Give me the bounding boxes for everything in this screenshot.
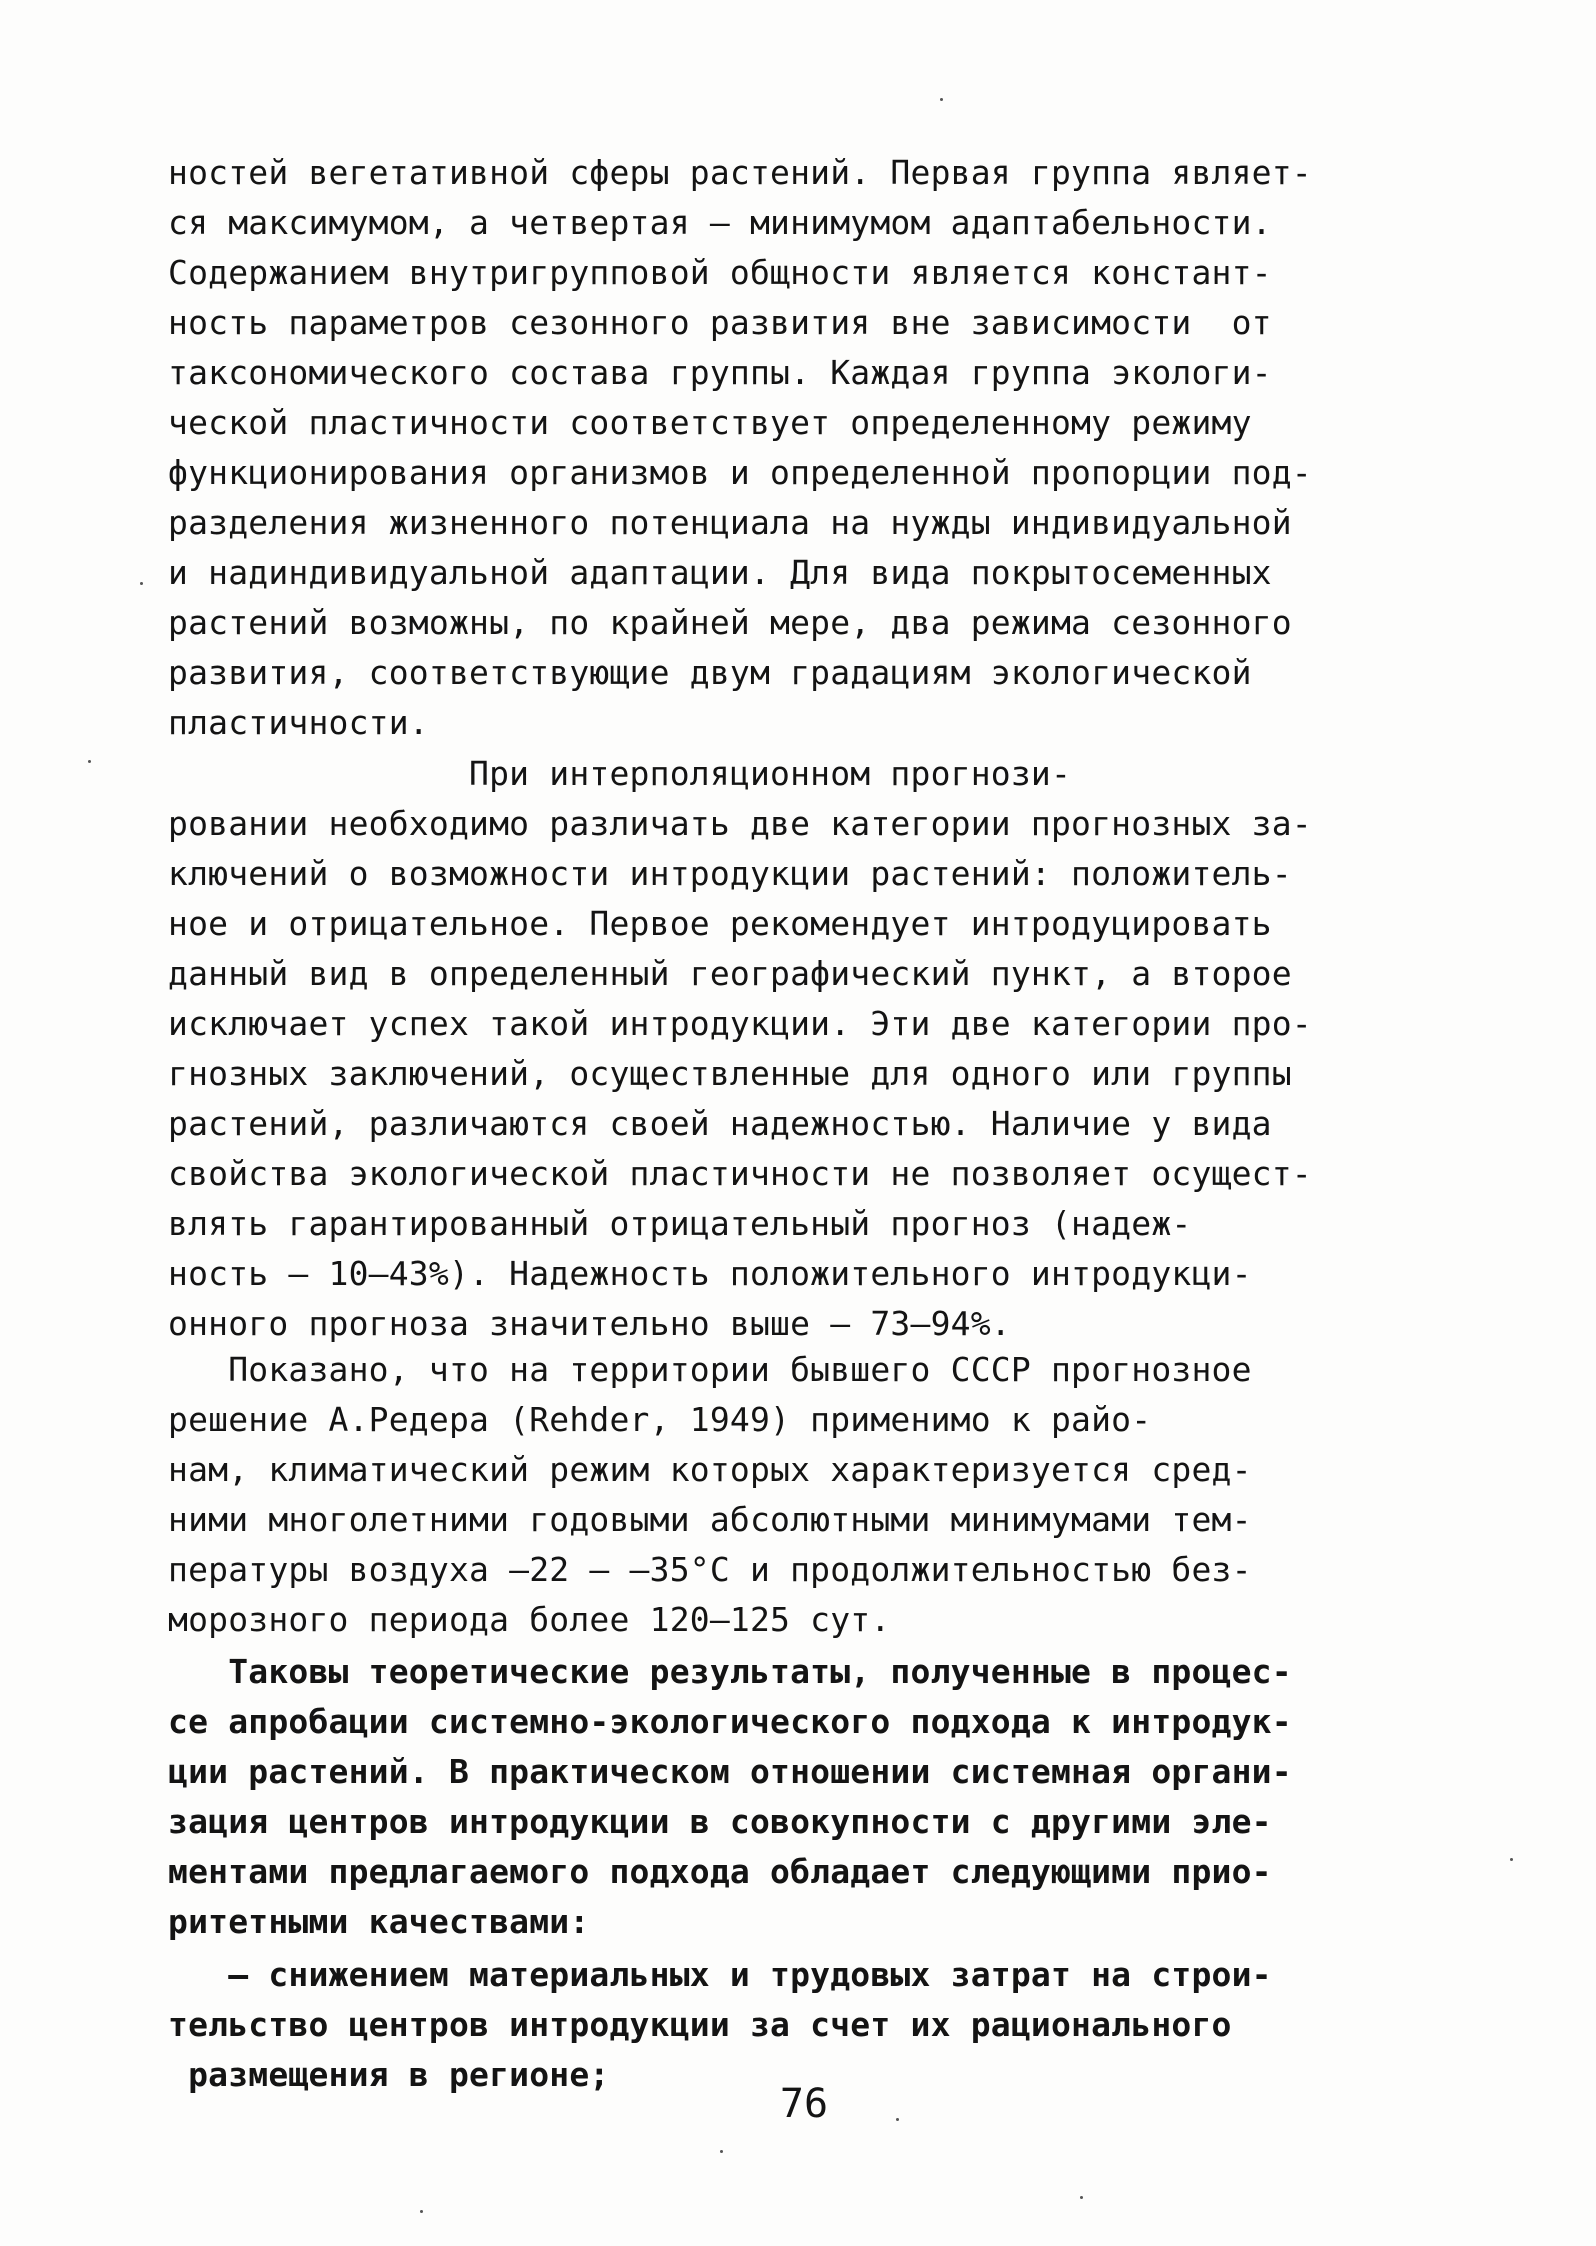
text-line: разделения жизненного потенциала на нужды индивидуальной (168, 503, 1292, 542)
paragraph-2 (168, 749, 1488, 1349)
text-line: развития, соответствующие двум градациям экологической (168, 653, 1252, 692)
text-line: Таковы теоретические результаты, полученные в процес- (168, 1652, 1292, 1691)
scan-speck (720, 2150, 723, 2153)
text-line: ность – 10–43%). Надежность положительного интродукци- (168, 1254, 1252, 1293)
scan-speck (88, 760, 91, 763)
text-line: ровании необходимо различать две категории прогнозных за- (168, 804, 1312, 843)
text-line: При интерполяционном прогнози- (168, 754, 1072, 793)
paragraph-4 (168, 1647, 1488, 1947)
paragraph-3 (168, 1345, 1488, 1645)
text-line: се апробации системно-экологического подхода к интродук- (168, 1702, 1292, 1741)
text-line: зация центров интродукции в совокупности с другими эле- (168, 1802, 1272, 1841)
text-line: нам, климатический режим которых характеризуется сред- (168, 1450, 1252, 1489)
text-line: онного прогноза значительно выше – 73–94%. (168, 1304, 1011, 1343)
text-line: морозного периода более 120–125 сут. (168, 1600, 891, 1639)
scan-speck (140, 582, 143, 585)
scan-speck (896, 2118, 899, 2121)
text-line: растений возможны, по крайней мере, два режима сезонного (168, 603, 1292, 642)
paragraph-1 (168, 148, 1488, 748)
text-line: ними многолетними годовыми абсолютными минимумами тем- (168, 1500, 1252, 1539)
text-line: исключает успех такой интродукции. Эти две категории про- (168, 1004, 1312, 1043)
scan-speck (1080, 2196, 1083, 2199)
text-line: ность параметров сезонного развития вне зависимости от (168, 303, 1272, 342)
text-line: – снижением материальных и трудовых затрат на строи- (168, 1955, 1272, 1994)
text-line: и надиндивидуальной адаптации. Для вида покрытосеменных (168, 553, 1272, 592)
scan-speck (940, 98, 943, 101)
text-line: свойства экологической пластичности не позволяет осущест- (168, 1154, 1312, 1193)
text-line: влять гарантированный отрицательный прогноз (надеж- (168, 1204, 1192, 1243)
text-line: ся максимумом, а четвертая – минимумом адаптабельности. (168, 203, 1272, 242)
text-line: ции растений. В практическом отношении системная органи- (168, 1752, 1292, 1791)
text-line: размещения в регионе; (168, 2055, 610, 2094)
text-line: решение А.Редера (Rehder, 1949) применимо к райо- (168, 1400, 1152, 1439)
page-number: 76 (779, 2081, 829, 2127)
scan-speck (1510, 1858, 1513, 1861)
text-line: растений, различаются своей надежностью. Наличие у вида (168, 1104, 1272, 1143)
text-line: ментами предлагаемого подхода обладает следующими прио- (168, 1852, 1272, 1891)
text-line: Показано, что на территории бывшего СССР прогнозное (168, 1350, 1252, 1389)
text-line: гнозных заключений, осуществленные для одного или группы (168, 1054, 1292, 1093)
text-line: тельство центров интродукции за счет их рационального (168, 2005, 1232, 2044)
text-line: ритетными качествами: (168, 1902, 590, 1941)
text-line: пературы воздуха –22 – –35°С и продолжительностью без- (168, 1550, 1252, 1589)
text-line: таксономического состава группы. Каждая группа экологи- (168, 353, 1272, 392)
scan-speck (420, 2210, 423, 2213)
text-line: функционирования организмов и определенной пропорции под- (168, 453, 1312, 492)
text-line: данный вид в определенный географический пункт, а второе (168, 954, 1292, 993)
text-line: ное и отрицательное. Первое рекомендует интродуцировать (168, 904, 1272, 943)
text-line: ческой пластичности соответствует определенному режиму (168, 403, 1252, 442)
text-line: Содержанием внутригрупповой общности является констант- (168, 253, 1272, 292)
text-line: пластичности. (168, 703, 429, 742)
text-line: ключений о возможности интродукции растений: положитель- (168, 854, 1292, 893)
text-line: ностей вегетативной сферы растений. Первая группа являет- (168, 153, 1312, 192)
